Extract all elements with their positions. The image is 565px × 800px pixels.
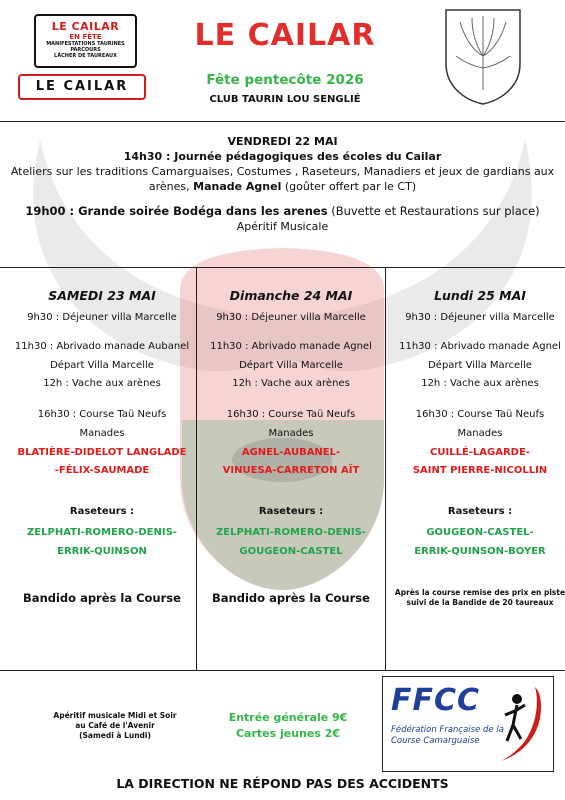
closing-note: Bandido après la Course — [23, 591, 181, 605]
friday-evening: 19h00 : Grande soirée Bodéga dans les arenes (Buvette et Restaurations sur place) — [25, 204, 540, 218]
day-column-monday — [386, 268, 565, 670]
breakfast: 9h30 : Déjeuner villa Marcelle — [27, 312, 177, 323]
depart: Départ Villa Marcelle — [239, 360, 343, 371]
raseteurs-names: ZELPHATI-ROMERO-DENIS- — [216, 527, 366, 538]
le-cailar-en-fete-logo — [34, 14, 137, 68]
town-sign: LE CAILAR — [18, 74, 146, 100]
raseteur-figure-icon — [495, 683, 547, 765]
coat-of-arms-icon — [442, 6, 524, 106]
vache: 12h : Vache aux arènes — [421, 378, 539, 389]
page-title: LE CAILAR — [194, 18, 376, 53]
closing-note: Bandido après la Course — [212, 591, 370, 605]
ffcc-wordmark: FFCC — [391, 683, 481, 718]
raseteurs-names: GOUGEON-CASTEL — [239, 546, 343, 557]
depart: Départ Villa Marcelle — [50, 360, 154, 371]
logo-line-2: PARCOURS — [70, 47, 101, 53]
friday-section — [10, 134, 555, 234]
manades-label: Manades — [457, 428, 503, 439]
divider — [0, 121, 565, 122]
manades-label: Manades — [268, 428, 314, 439]
raseteurs-names: ERRIK-QUINSON — [57, 546, 147, 557]
raseteurs-names: ZELPHATI-ROMERO-DENIS- — [27, 527, 177, 538]
day-column-sunday — [197, 268, 385, 670]
raseteurs-label: Raseteurs : — [447, 506, 513, 517]
footer-disclaimer: LA DIRECTION NE RÉPOND PAS DES ACCIDENTS — [116, 776, 449, 791]
manades-label: Manades — [79, 428, 125, 439]
manades-names: BLATIÈRE-DIDELOT LANGLADE — [17, 447, 187, 458]
logo-line-1: MANIFESTATIONS TAURINES — [46, 41, 125, 47]
breakfast: 9h30 : Déjeuner villa Marcelle — [405, 312, 555, 323]
friday-aperitif: Apéritif Musicale — [236, 220, 329, 233]
raseteurs-names: ERRIK-QUINSON-BOYER — [414, 546, 546, 557]
raseteurs-label: Raseteurs : — [258, 506, 324, 517]
pricing-info — [218, 710, 358, 742]
course: 16h30 : Course Taü Neufs — [226, 409, 356, 420]
manades-names: AGNEL-AUBANEL- — [241, 447, 341, 458]
event-subtitle: Fête pentecôte 2026 — [206, 72, 364, 88]
manades-names: VINUESA-CARRETON AÏT — [222, 465, 360, 476]
day-column-saturday — [8, 268, 196, 670]
friday-description-2: arènes, Manade Agnel (goûter offert par le CT) — [148, 180, 417, 193]
friday-description: Ateliers sur les traditions Camarguaises, Costumes , Raseteurs, Manadiers et jeux de gardians aux — [10, 165, 555, 178]
divider — [0, 670, 565, 671]
day-title: Dimanche 24 MAI — [229, 288, 353, 303]
manades-names: SAINT PIERRE-NICOLLIN — [412, 465, 548, 476]
course: 16h30 : Course Taü Neufs — [37, 409, 167, 420]
closing-note: suivi de la Bandide de 20 taureaux — [406, 598, 554, 607]
friday-afternoon: 14h30 : Journée pédagogiques des écoles du Cailar — [123, 150, 442, 163]
friday-date: VENDREDI 22 MAI — [227, 135, 338, 148]
aperitif-info: Apéritif musicale Midi et Soir au Café de l'Avenir (Samedi à Lundi) — [53, 711, 177, 740]
manades-names: -FÉLIX-SAUMADE — [54, 465, 150, 476]
closing-note: Après la course remise des prix en piste — [394, 588, 565, 597]
breakfast: 9h30 : Déjeuner villa Marcelle — [216, 312, 366, 323]
entry-price: Entrée générale 9€ — [228, 711, 348, 724]
raseteurs-label: Raseteurs : — [69, 506, 135, 517]
abrivado: 11h30 : Abrivado manade Aubanel — [14, 341, 190, 352]
logo-title: LE CAILAR — [51, 20, 120, 33]
youth-price: Cartes jeunes 2€ — [235, 727, 341, 740]
club-name: CLUB TAURIN LOU SENGLIÉ — [209, 94, 361, 105]
manades-names: CUILLÉ-LAGARDE- — [430, 447, 530, 458]
logo-line-3: LÂCHER DE TAUREAUX — [54, 53, 117, 59]
vache: 12h : Vache aux arènes — [232, 378, 350, 389]
ffcc-logo — [382, 676, 554, 772]
logo-subtitle: EN FÊTE — [69, 33, 102, 41]
course: 16h30 : Course Taü Neufs — [415, 409, 545, 420]
vache: 12h : Vache aux arènes — [43, 378, 161, 389]
ffcc-subtitle: Fédération Française de la Course Camarguaise — [391, 725, 504, 746]
abrivado: 11h30 : Abrivado manade Agnel — [399, 341, 561, 352]
depart: Départ Villa Marcelle — [428, 360, 532, 371]
abrivado: 11h30 : Abrivado manade Agnel — [210, 341, 372, 352]
day-title: Lundi 25 MAI — [434, 288, 526, 303]
day-title: SAMEDI 23 MAI — [48, 288, 156, 303]
raseteurs-names: GOUGEON-CASTEL- — [426, 527, 534, 538]
